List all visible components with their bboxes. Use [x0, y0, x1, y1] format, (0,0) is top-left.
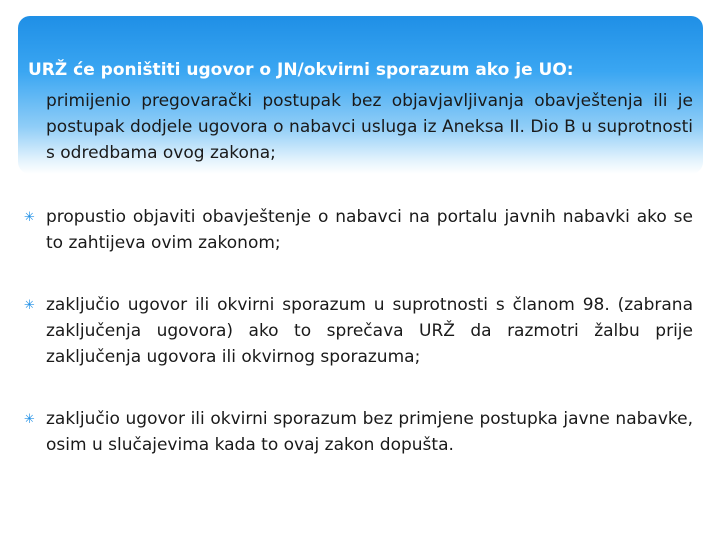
slide-content: [24, 58, 693, 458]
list-item: [24, 292, 693, 370]
intro-paragraph: primijenio pregovarački postupak bez objavjavljivanja obavještenja ili je postupak dodjele ugovora o nabavci usluga iz Aneksa II. Dio B u suprotnosti s odredbama ovog zakona;: [46, 91, 693, 163]
asterisk-bullet-icon: ✳: [24, 210, 35, 225]
list-item: [24, 406, 693, 458]
slide-heading: URŽ će poništiti ugovor o JN/okvirni sporazum ako je UO:: [28, 60, 574, 80]
asterisk-bullet-icon: ✳: [24, 298, 35, 313]
list-item: [24, 204, 693, 256]
list-item-text: zaključio ugovor ili okvirni sporazum bez primjene postupka javne nabavke, osim u slučajevima kada to ovaj zakon dopušta.: [46, 409, 693, 455]
asterisk-bullet-icon: ✳: [24, 412, 35, 427]
list-item-text: zaključio ugovor ili okvirni sporazum u suprotnosti s članom 98. (zabrana zaključenja ugovora) ako to sprečava URŽ da razmotri žalbu prije zaključenja ugovora ili okvirnog sporazuma;: [46, 295, 693, 367]
list-item-text: propustio objaviti obavještenje o nabavci na portalu javnih nabavki ako se to zahtijeva ovim zakonom;: [46, 207, 693, 253]
condition-list: [24, 204, 693, 458]
